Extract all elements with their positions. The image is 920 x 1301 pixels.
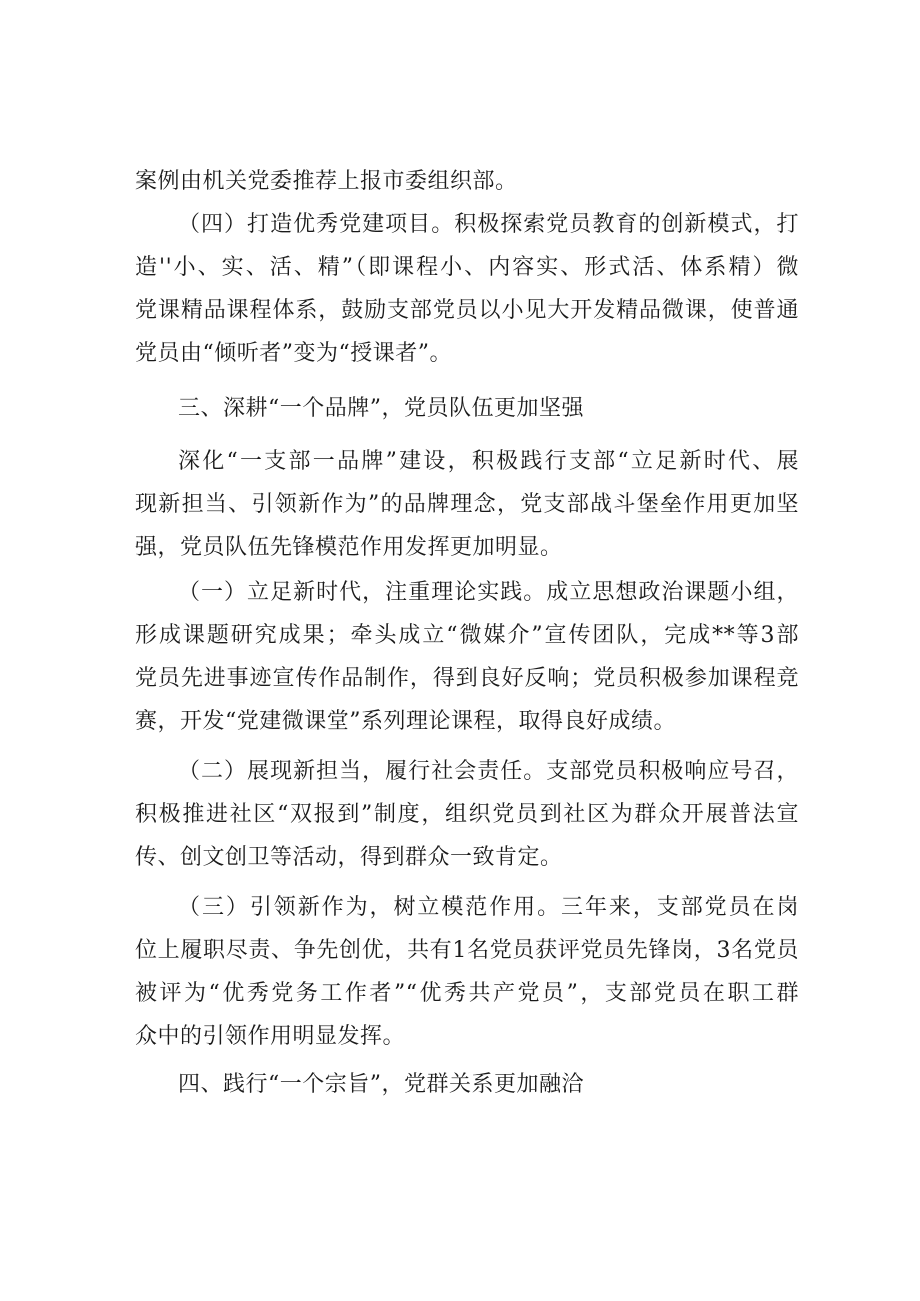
text-line: [0, 490, 920, 520]
line-text: （四）打造优秀党建项目。积极探索党员教育的创新模式，打: [178, 212, 799, 237]
text-line: [0, 707, 920, 737]
line-text: 众中的引领作用明显发挥。: [135, 1024, 406, 1049]
section-heading: [0, 394, 920, 424]
text-line: [0, 167, 920, 197]
line-text: （二）展现新担当，履行社会责任。支部党员积极响应号召，: [178, 759, 799, 784]
text-line: [0, 936, 920, 966]
line-text: （三）引领新作为，树立模范作用。三年来，支部党员在岗: [178, 895, 799, 920]
line-text: 案例由机关党委推荐上报市委组织部。: [135, 169, 518, 194]
line-text: 党员先进事迹宣传作品制作，得到良好反响；党员积极参加课程竞: [135, 666, 799, 691]
line-text: 传、创文创卫等活动，得到群众一致肯定。: [135, 845, 563, 870]
text-line: [0, 447, 920, 477]
line-text: 造''小、实、活、精”（即课程小、内容实、形式活、体系精）微: [135, 255, 799, 280]
line-text: 党员由“倾听者”变为“授课者”。: [135, 341, 452, 366]
line-text: 积极推进社区“双报到”制度，组织党员到社区为群众开展普法宣: [135, 802, 799, 827]
line-text: 赛，开发“党建微课堂”系列理论课程，取得良好成绩。: [135, 709, 676, 734]
text-line: [0, 893, 920, 923]
text-line: [0, 533, 920, 563]
line-text: 强，党员队伍先锋模范作用发挥更加明显。: [135, 535, 563, 560]
line-text: 现新担当、引领新作为”的品牌理念，党支部战斗堡垒作用更加坚: [135, 492, 799, 517]
text-line: [0, 253, 920, 283]
text-line: [0, 339, 920, 369]
heading-text: 三、深耕“一个品牌”，党员队伍更加坚强: [178, 396, 584, 421]
text-line: [0, 1022, 920, 1052]
text-line: [0, 578, 920, 608]
heading-text: 四、践行“一个宗旨”，党群关系更加融洽: [178, 1072, 584, 1097]
line-text: 党课精品课程体系，鼓励支部党员以小见大开发精品微课，使普通: [135, 298, 799, 323]
text-line: [0, 621, 920, 651]
text-line: [0, 296, 920, 326]
text-line: [0, 979, 920, 1009]
line-text: 位上履职尽责、争先创优，共有1名党员获评党员先锋岗，3名党员: [135, 938, 799, 963]
text-line: [0, 210, 920, 240]
line-text: 形成课题研究成果；牵头成立“微媒介”宣传团队，完成**等3部: [135, 623, 799, 648]
line-text: 深化“一支部一品牌”建设，积极践行支部“立足新时代、展: [178, 449, 799, 474]
line-text: （一）立足新时代，注重理论实践。成立思想政治课题小组，: [178, 580, 799, 605]
section-heading: [0, 1070, 920, 1100]
text-line: [0, 800, 920, 830]
text-line: [0, 664, 920, 694]
line-text: 被评为“优秀党务工作者”“优秀共产党员”，支部党员在职工群: [135, 981, 799, 1006]
text-line: [0, 757, 920, 787]
text-line: [0, 843, 920, 873]
